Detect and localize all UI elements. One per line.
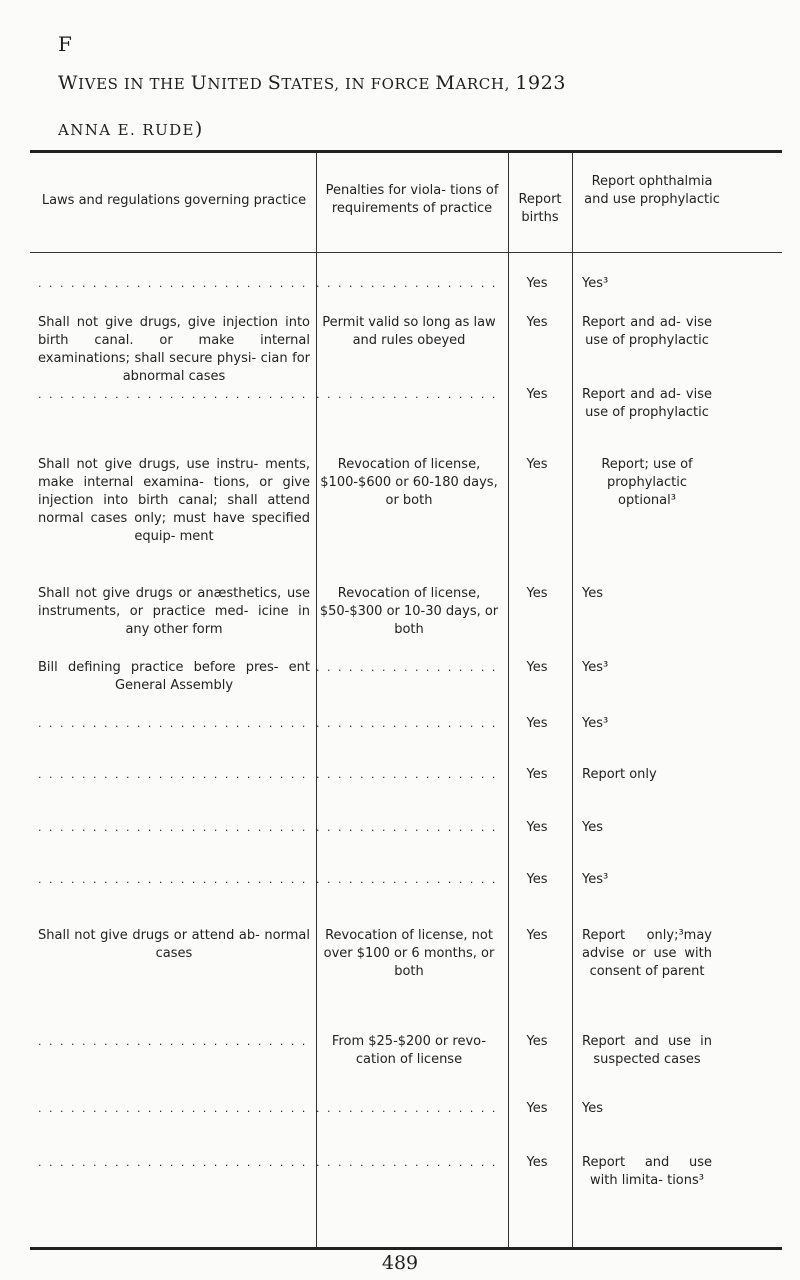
births-cell: Yes: [526, 276, 548, 291]
header-laws: Laws and regulations governing practice: [41, 193, 307, 208]
heading-sc-3: TATES, IN FORCE: [281, 75, 436, 93]
births-cell: Yes: [526, 387, 548, 402]
heading-cap-1: W: [58, 72, 79, 94]
laws-cell: Shall not give drugs or anæsthetics, use instruments, or practice med- icine in any other form: [38, 586, 310, 637]
births-cell: Yes: [526, 586, 548, 601]
laws-cell: Bill defining practice before pres- ent General Assembly: [38, 660, 310, 693]
births-cell: Yes: [526, 1155, 548, 1170]
ophthalmia-cell: Report; use of prophylactic optional³: [601, 457, 693, 508]
heading-year: 1923: [515, 72, 567, 94]
births-cell: Yes: [526, 1034, 548, 1049]
ophthalmia-cell: Yes: [582, 586, 603, 601]
ophthalmia-cell: Report only: [582, 767, 657, 782]
penalties-cell: From $25-$200 or revo- cation of license: [331, 1034, 487, 1067]
births-cell: Yes: [526, 457, 548, 472]
dotted-leader: [316, 871, 502, 889]
heading-sc-4: ARCH,: [455, 75, 516, 93]
dotted-leader: [38, 871, 310, 889]
births-cell: Yes: [526, 872, 548, 887]
ophthalmia-cell: Report and use with limita- tions³: [582, 1155, 712, 1188]
dotted-leader: [316, 1154, 502, 1172]
births-cell: Yes: [526, 716, 548, 731]
laws-cell: Shall not give drugs, use instru- ments, make internal examina- tions, or give injection into birth canal; shall attend normal cases only; must have specified equip- ment: [38, 457, 310, 544]
page-heading: [58, 72, 566, 94]
heading-cap-2: U: [190, 72, 208, 94]
ophthalmia-cell: Yes³: [582, 660, 609, 675]
dotted-leader: [38, 715, 310, 733]
ophthalmia-cell: Report only;³may advise or use with consent of parent: [582, 928, 712, 979]
dotted-leader: [38, 386, 310, 404]
ophthalmia-cell: Yes: [582, 820, 603, 835]
header-separator: [30, 252, 782, 253]
ophthalmia-cell: Report and ad- vise use of prophylactic: [582, 315, 712, 348]
dotted-leader: [38, 819, 310, 837]
header-ophthalmia: Report ophthalmia and use prophylactic: [584, 174, 720, 207]
laws-cell: Shall not give drugs, give injection into birth canal. or make internal examinations; shall secure physi- cian for abnormal cases: [38, 315, 310, 384]
dotted-leader: [38, 766, 310, 784]
ophthalmia-cell: Yes³: [582, 872, 609, 887]
table-bottom-rule: [30, 1247, 782, 1250]
dotted-leader: [316, 659, 502, 677]
header-penalties: Penalties for viola- tions of requirements of practice: [325, 183, 499, 216]
dotted-leader: [316, 275, 502, 293]
page-number: 489: [381, 1252, 419, 1274]
heading-sc-1: IVES IN THE: [78, 75, 191, 93]
penalties-cell: Revocation of license, $100-$600 or 60-180 days, or both: [320, 457, 498, 508]
page-letter: F: [58, 32, 72, 56]
dotted-leader: [316, 766, 502, 784]
ophthalmia-cell: Yes³: [582, 716, 609, 731]
dotted-leader: [316, 819, 502, 837]
penalties-cell: Permit valid so long as law and rules obeyed: [322, 315, 496, 348]
dotted-leader: [38, 1033, 310, 1051]
column-divider-3: [572, 153, 573, 1247]
births-cell: Yes: [526, 820, 548, 835]
author-line: [58, 118, 204, 140]
ophthalmia-cell: Report and use in suspected cases: [582, 1034, 712, 1067]
heading-sc-2: NITED: [207, 75, 268, 93]
ophthalmia-cell: Yes: [582, 1101, 603, 1116]
author-paren: ): [194, 118, 204, 140]
dotted-leader: [316, 1100, 502, 1118]
dotted-leader: [316, 386, 502, 404]
laws-cell: Shall not give drugs or attend ab- normal cases: [38, 928, 310, 961]
ophthalmia-cell: Report and ad- vise use of prophylactic: [582, 387, 712, 420]
header-births: Report births: [518, 192, 562, 225]
heading-cap-3: S: [267, 72, 282, 94]
births-cell: Yes: [526, 660, 548, 675]
table-top-rule: [30, 150, 782, 153]
dotted-leader: [38, 1154, 310, 1172]
dotted-leader: [38, 1100, 310, 1118]
births-cell: Yes: [526, 315, 548, 330]
births-cell: Yes: [526, 767, 548, 782]
ophthalmia-cell: Yes³: [582, 276, 609, 291]
dotted-leader: [38, 275, 310, 293]
dotted-leader: [316, 715, 502, 733]
author-name: ANNA E. RUDE: [58, 121, 195, 139]
penalties-cell: Revocation of license, $50-$300 or 10-30 days, or both: [319, 586, 499, 637]
penalties-cell: Revocation of license, not over $100 or 6 months, or both: [323, 928, 495, 979]
heading-cap-4: M: [435, 72, 456, 94]
births-cell: Yes: [526, 1101, 548, 1116]
births-cell: Yes: [526, 928, 548, 943]
